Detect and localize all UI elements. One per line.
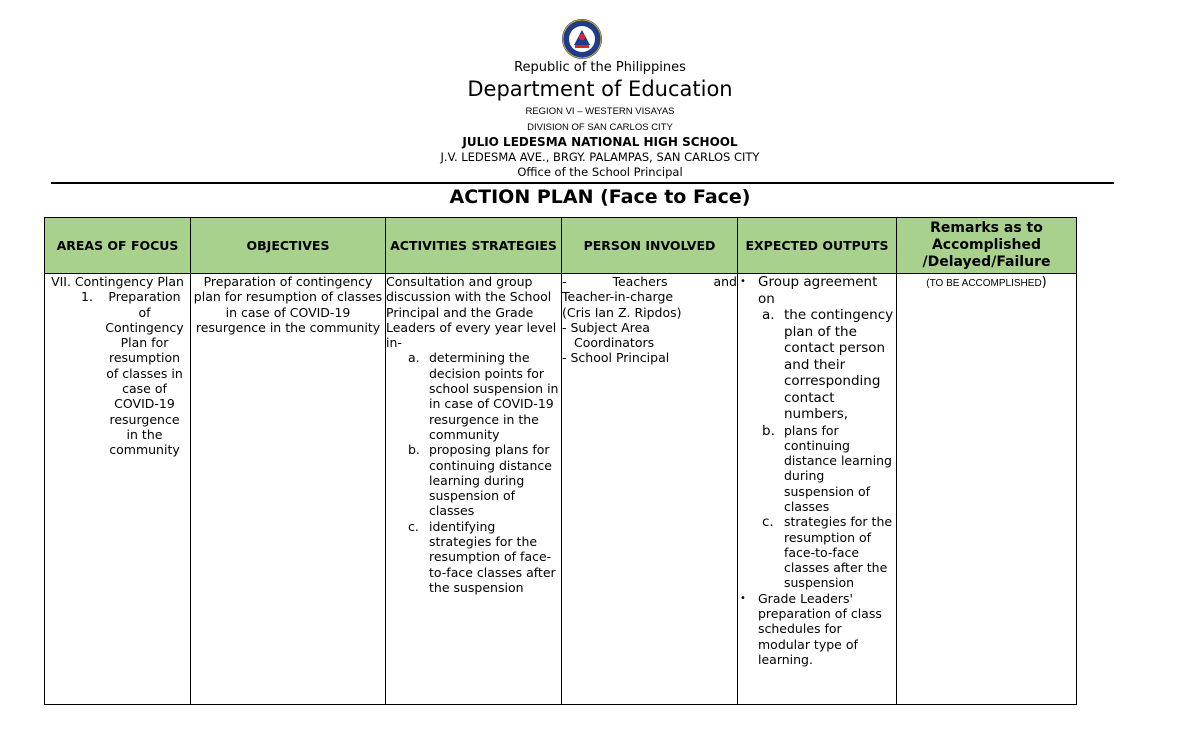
activities-list xyxy=(408,350,561,595)
header-region: REGION VI – WESTERN VISAYAS xyxy=(525,106,675,117)
header-address: J.V. LEDESMA AVE., BRGY. PALAMPAS, SAN CARLOS CITY xyxy=(440,150,760,164)
activity-text: determining the decision points for school suspension in in case of COVID-19 resurgence in the community xyxy=(429,350,559,442)
output-letter: a. xyxy=(762,307,775,323)
table-header-row xyxy=(45,218,1077,274)
output-text: plans for continuing distance learning during suspension of classes xyxy=(784,422,892,514)
cell-activities xyxy=(386,274,562,705)
col-header-persons: PERSON INVOLVED xyxy=(562,218,738,274)
persons-line-4: - Subject Area xyxy=(562,319,650,335)
list-item xyxy=(762,423,896,515)
persons-dash: - xyxy=(562,274,567,289)
activity-letter: c. xyxy=(408,518,419,534)
header-department: Department of Education xyxy=(467,77,733,101)
area-item-number: 1. xyxy=(81,289,93,305)
seal-book-shape xyxy=(575,45,589,48)
list-item xyxy=(408,442,561,518)
seal-center-flame xyxy=(579,34,585,40)
header-republic: Republic of the Philippines xyxy=(514,60,686,75)
remarks-open: ( xyxy=(926,278,930,289)
header-divider xyxy=(51,182,1114,184)
col-header-remarks: Remarks as to Accomplished /Delayed/Failure xyxy=(897,218,1077,274)
output-text: strategies for the resumption of face-to-face classes after the suspension xyxy=(784,514,893,591)
area-heading: VII. Contingency Plan xyxy=(51,274,184,289)
cell-objective xyxy=(191,274,386,705)
activity-text: identifying strategies for the resumption of face-to-face classes after the suspension xyxy=(429,518,556,595)
remarks-close: ) xyxy=(1041,275,1047,290)
objective-text: Preparation of contingency plan for resumption of classes in case of COVID-19 resurgence in the community xyxy=(193,274,383,335)
persons-line-3: (Cris Ian Z. Ripdos) xyxy=(562,304,682,320)
col-header-objectives: OBJECTIVES xyxy=(191,218,386,274)
list-item xyxy=(408,519,561,595)
header-division: DIVISION OF SAN CARLOS CITY xyxy=(527,122,673,133)
persons-and: and xyxy=(713,274,737,289)
outputs-list xyxy=(762,307,896,591)
persons-line-2: Teacher-in-charge xyxy=(562,289,674,305)
header-school-name: JULIO LEDESMA NATIONAL HIGH SCHOOL xyxy=(462,135,738,149)
col-header-areas: AREAS OF FOCUS xyxy=(45,218,191,274)
bullet-icon: • xyxy=(740,592,746,604)
persons-line-5: Coordinators xyxy=(574,335,655,351)
area-item xyxy=(45,289,190,457)
persons-line-1 xyxy=(562,274,737,289)
col-header-outputs: EXPECTED OUTPUTS xyxy=(738,218,897,274)
output-letter: b. xyxy=(762,422,775,439)
remarks-text: TO BE ACCOMPLISHED xyxy=(929,278,1042,289)
deped-seal-logo xyxy=(561,18,603,60)
cell-expected-outputs xyxy=(738,274,897,705)
table-row xyxy=(45,274,1077,705)
cell-persons-involved xyxy=(562,274,738,705)
output-text: the contingency plan of the contact person and their corresponding contact numbers, xyxy=(784,307,894,422)
activity-text: proposing plans for continuing distance learning during suspension of classes xyxy=(429,442,552,519)
header-office: Office of the School Principal xyxy=(517,165,683,179)
persons-teachers: Teachers xyxy=(612,274,668,289)
list-item xyxy=(738,274,896,307)
page-title: ACTION PLAN (Face to Face) xyxy=(449,186,751,208)
output-first: Group agreement on xyxy=(758,274,878,307)
area-item-text: Preparation of Contingency Plan for resumption of classes in case of COVID-19 resurgence in the community xyxy=(105,289,184,458)
output-second: Grade Leaders' preparation of class schedules for modular type of learning. xyxy=(758,590,882,667)
output-letter: c. xyxy=(762,514,774,531)
list-item xyxy=(762,307,896,423)
cell-area-of-focus xyxy=(45,274,191,705)
bullet-icon: • xyxy=(740,276,746,287)
persons-line-6: - School Principal xyxy=(562,350,670,366)
activities-intro: Consultation and group discussion with the School Principal and the Grade Leaders of every year level in- xyxy=(386,274,557,351)
cell-remarks xyxy=(897,274,1077,705)
list-item xyxy=(762,514,896,590)
activity-letter: a. xyxy=(408,350,420,366)
list-item xyxy=(408,350,561,442)
col-header-activities: ACTIVITIES STRATEGIES xyxy=(386,218,562,274)
action-plan-table xyxy=(44,217,1077,705)
list-item xyxy=(738,591,896,667)
activity-letter: b. xyxy=(408,442,420,458)
